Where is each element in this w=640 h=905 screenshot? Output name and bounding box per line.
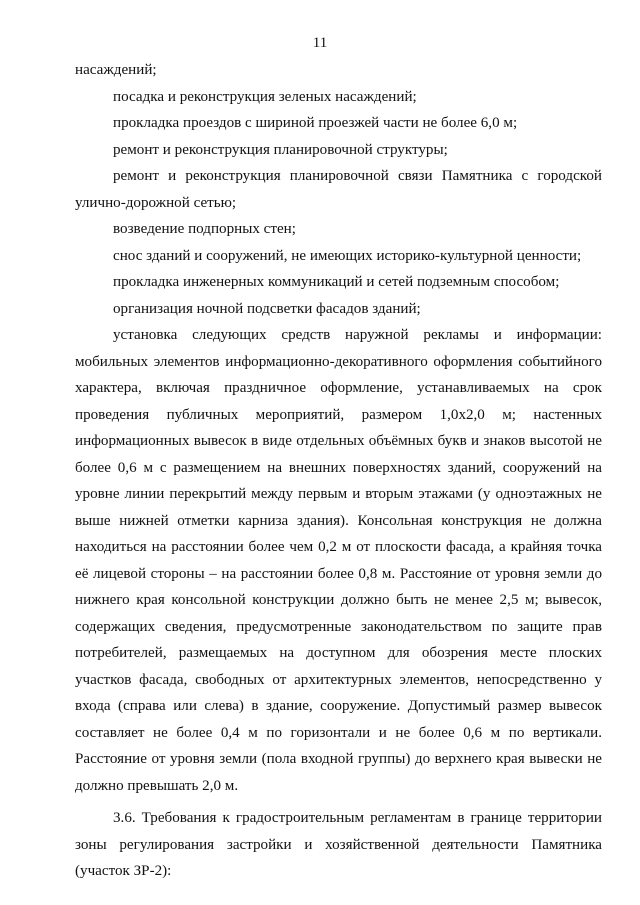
paragraph: прокладка инженерных коммуникаций и сетей подземным способом; xyxy=(113,274,560,290)
paragraph: посадка и реконструкция зеленых насаждений; xyxy=(113,88,417,105)
paragraph: установка следующих средств наружной рекламы и информации: мобильных элементов информационно-декоративного оформления событийного характера, включая праздничное оформление, устанавливаемых на срок проведения публичных мероприятий, размером 1,0х2,0 м; настенных информационных вывесок в виде отдельных объёмных букв и знаков высотой не более 0,6 м с размещением на внешних поверхностях зданий, сооружений на уровне линии перекрытий между первым и вторым этажами (у одноэтажных не выше нижней отметки карниза здания). Консольная конструкция не должна находиться на расстоянии более чем 0,2 м от плоскости фасада, а крайняя точка её лицевой стороны – на расстоянии более 0,8 м. Расстояние от уровня земли до нижнего края консольной конструкции должно быть не менее 2,5 м; вывесок, содержащих сведения, предусмотренные законодательством по защите прав потребителей, размещаемых на доступном для обозрения месте плоских участков фасада, свободных от архитектурных элементов, непосредственно у входа (справа или слева) в здание, сооружение. Допустимый размер вывесок составляет не более 0,4 м по горизонтали и не более 0,6 м по вертикали. Расстояние от уровня земли (пола входной группы) до верхнего края вывески не должно превышать 2,0 м. xyxy=(75,327,602,794)
paragraph: возведение подпорных стен; xyxy=(113,221,296,237)
paragraph: снос зданий и сооружений, не имеющих историко-культурной ценности; xyxy=(113,247,582,264)
page-number: 11 xyxy=(312,35,328,51)
paragraph: насаждений; xyxy=(75,62,157,78)
paragraph: прокладка проездов с шириной проезжей части не более 6,0 м; xyxy=(113,115,518,131)
section-heading-paragraph: 3.6. Требования к градостроительным регламентам в границе территории зоны регулирования застройки и хозяйственной деятельности Памятника (участок ЗР-2): xyxy=(75,810,602,879)
document-body xyxy=(75,57,602,885)
paragraph: ремонт и реконструкция планировочной структуры; xyxy=(113,141,448,158)
paragraph: ремонт и реконструкция планировочной связи Памятника с городской улично-дорожной сетью; xyxy=(75,168,602,211)
paragraph: организация ночной подсветки фасадов зданий; xyxy=(113,300,421,317)
